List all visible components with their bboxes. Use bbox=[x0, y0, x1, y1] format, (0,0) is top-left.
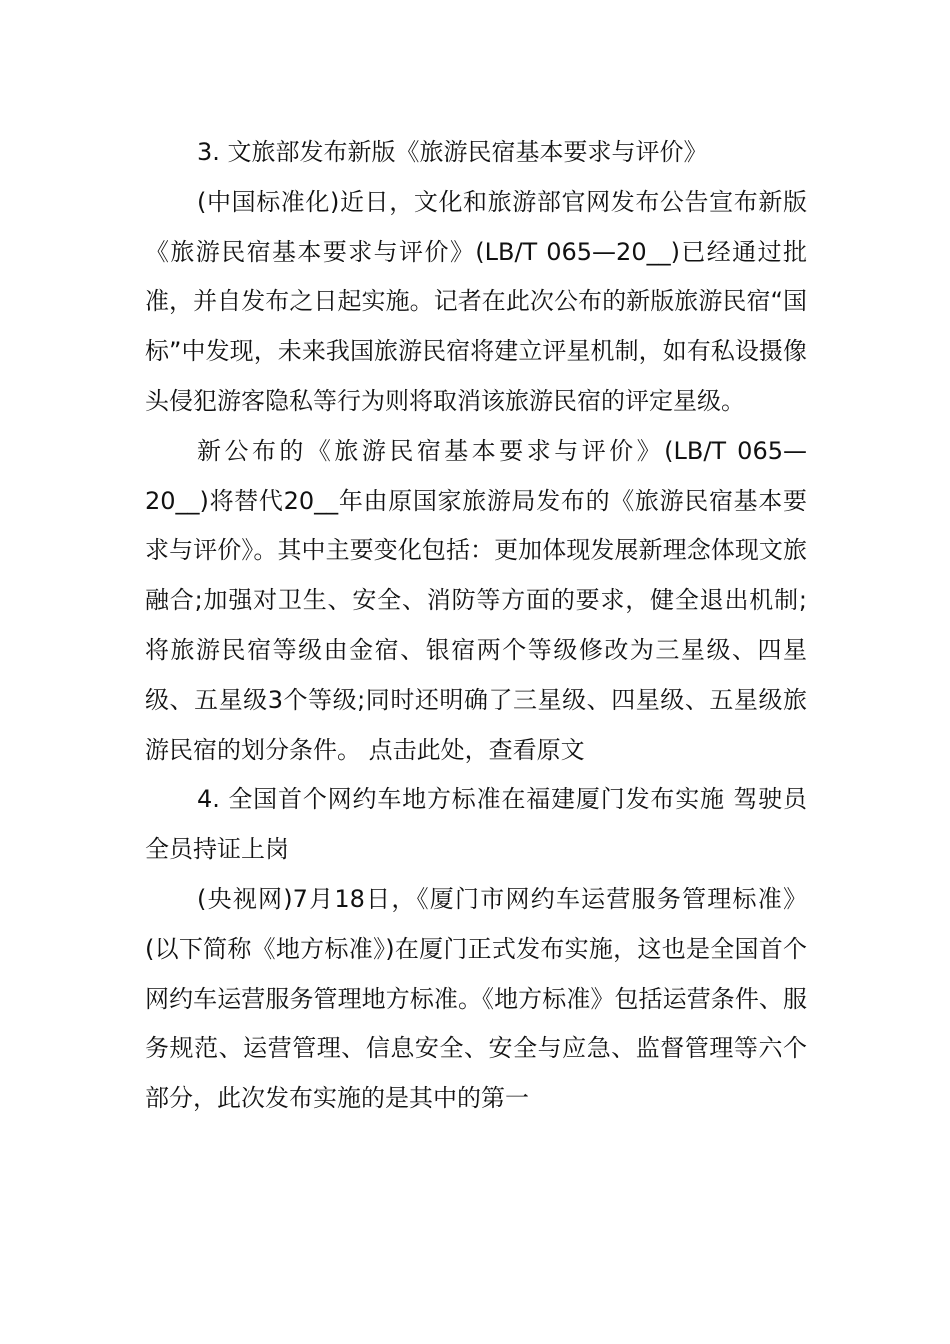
heading-item-4: 4. 全国首个网约车地方标准在福建厦门发布实施 驾驶员全员持证上岗 bbox=[145, 785, 807, 864]
heading-item-3: 3. 文旅部发布新版《旅游民宿基本要求与评价》 bbox=[197, 138, 708, 166]
document-body bbox=[145, 128, 807, 1124]
paragraph-news-1: (中国标准化)近日，文化和旅游部官网发布公告宣布新版《旅游民宿基本要求与评价》(LB/T 065—20__)已经通过批准，并自发布之日起实施。记者在此次公布的新版旅游民宿“国标”中发现，未来我国旅游民宿将建立评星机制，如有私设摄像头侵犯游客隐私等行为则将取消该旅游民宿的评定星级。 bbox=[145, 187, 807, 415]
paragraph-news-3: (央视网)7月18日，《厦门市网约车运营服务管理标准》(以下简称《地方标准》)在厦门正式发布实施，这也是全国首个网约车运营服务管理地方标准。《地方标准》包括运营条件、服务规范、运营管理、信息安全、安全与应急、监督管理等六个部分，此次发布实施的是其中的第一 bbox=[145, 884, 807, 1113]
paragraph-news-2: 新公布的《旅游民宿基本要求与评价》(LB/T 065—20__)将替代20__年由原国家旅游局发布的《旅游民宿基本要求与评价》。其中主要变化包括：更加体现发展新理念体现文旅融合;加强对卫生、安全、消防等方面的要求，健全退出机制;将旅游民宿等级由金宿、银宿两个等级修改为三星级、四星级、五星级3个等级;同时还明确了三星级、四星级、五星级旅游民宿的划分条件。 点击此处，查看原文 bbox=[145, 436, 807, 764]
